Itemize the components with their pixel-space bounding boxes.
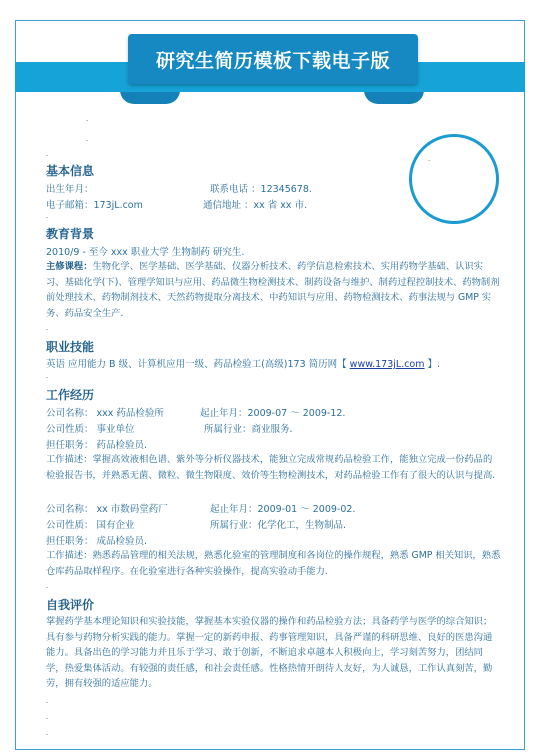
job2-description bbox=[46, 548, 501, 579]
photo-placeholder-circle[interactable] bbox=[409, 134, 499, 224]
job1-nature: 公司性质： 事业单位 bbox=[46, 424, 135, 435]
job2-company: 公司名称： xx 市数码堂药厂 bbox=[46, 504, 168, 515]
address-field: 通信地址 ：xx 省 xx 市. bbox=[203, 200, 308, 211]
paragraph-mark: . bbox=[46, 372, 49, 380]
paragraph-mark: . bbox=[428, 155, 431, 163]
job2-position: 担任职务： 成品检验员. bbox=[46, 536, 148, 547]
skills-text-end: 】. bbox=[424, 359, 441, 370]
section-title-skills: 职业技能 bbox=[46, 340, 95, 354]
paragraph-mark: . bbox=[46, 582, 49, 590]
section-title-basic: 基本信息 bbox=[46, 164, 95, 178]
courses-text: 生物化学、医学基础、医学基础、仪器分析技术、药学信息检索技术、实用药物学基础、认识实习、基础化学(下)、管理学知识与应用、药品微生物检测技术、制药设备与维护、制药过程控制技术、药物制剂前处理技术、药物制剂技术、天然药物提取分离技术、中药知识与应用、药物检测技术、药事法规与 GMP 实务、药品安全生产. bbox=[46, 261, 500, 319]
birth-label: 出生年月： bbox=[46, 184, 94, 195]
section-title-work: 工作经历 bbox=[46, 388, 95, 402]
job1-period: 起止年月：2009-07 ～ 2009-12. bbox=[200, 408, 346, 419]
phone-field: 联系电话 ：12345678. bbox=[210, 184, 312, 195]
paragraph-mark: . bbox=[86, 135, 89, 143]
skills-line bbox=[46, 356, 440, 370]
job2-desc-text: 熟悉药品管理的相关法规，熟悉化验室的管理制度和各岗位的操作规程，熟悉 GMP 相关知识，熟悉仓库药品取样程序。在化验室进行各种实验操作，提高实验动手能力. bbox=[46, 550, 501, 577]
job1-position: 担任职务： 药品检验员. bbox=[46, 440, 148, 451]
paragraph-mark: . bbox=[46, 150, 49, 158]
page-title: 研究生简历模板下载电子版 bbox=[155, 49, 390, 72]
job1-desc-label: 工作描述： bbox=[46, 454, 93, 465]
job1-industry: 所属行业：商业服务. bbox=[204, 424, 293, 435]
paragraph-mark: . bbox=[46, 212, 49, 220]
self-evaluation-paragraph: 掌握药学基本理论知识和实验技能，掌握基本实验仪器的操作和药品检验方法；具备药学与医学的综合知识；具有参与药物分析实践的能力。掌握一定的新药申报、药事管理知识，具备严谨的科研思维、良好的医患沟通能力。具备出色的学习能力并且乐于学习、敢于创新，不断追求卓越本人积极向上，学习刻苦努力，团结同学，热爱集体活动。有较强的责任感，和社会责任感。性格热情开朗待人友好，为人诚恳，工作认真刻苦，勤劳，拥有较强的适应能力。 bbox=[46, 616, 493, 689]
courses-paragraph bbox=[46, 259, 501, 321]
job2-desc-label: 工作描述： bbox=[46, 550, 93, 561]
job2-period: 起止年月：2009-01 ～ 2009-02. bbox=[210, 504, 356, 515]
website-link[interactable]: www.173jL.com bbox=[349, 359, 425, 370]
paragraph-mark: . bbox=[46, 697, 49, 705]
paragraph-mark: . bbox=[86, 115, 89, 123]
job1-description bbox=[46, 452, 501, 483]
email-field: 电子邮箱：173jL.com bbox=[46, 200, 143, 211]
job1-company: 公司名称： xxx 药品检验所 bbox=[46, 408, 164, 419]
section-title-self: 自我评价 bbox=[46, 598, 95, 612]
courses-label: 主修课程： bbox=[46, 261, 93, 272]
paragraph-mark: . bbox=[46, 729, 49, 737]
education-line: 2010/9 - 至今 xxx 职业大学 生物制药 研究生. bbox=[46, 247, 245, 258]
paragraph-mark: . bbox=[46, 324, 49, 332]
job2-industry: 所属行业：化学化工，生物制品. bbox=[210, 520, 347, 531]
section-title-education: 教育背景 bbox=[46, 227, 95, 241]
job2-nature: 公司性质： 国有企业 bbox=[46, 520, 135, 531]
paragraph-mark: . bbox=[46, 713, 49, 721]
title-banner bbox=[128, 34, 418, 84]
skills-text: 英语 应用能力 B 级、计算机应用一级、药品检验工(高级)173 简历网【 bbox=[46, 359, 350, 370]
job1-desc-text: 掌握高效液相色谱、紫外等分析仪器技术，能独立完成常规药品检验工作，能独立完成一份药品的检验报告书，并熟悉无菌、微粒、微生物限度、效价等生物检测技术，对药品检验工作有了很大的认识与提高. bbox=[46, 454, 496, 481]
